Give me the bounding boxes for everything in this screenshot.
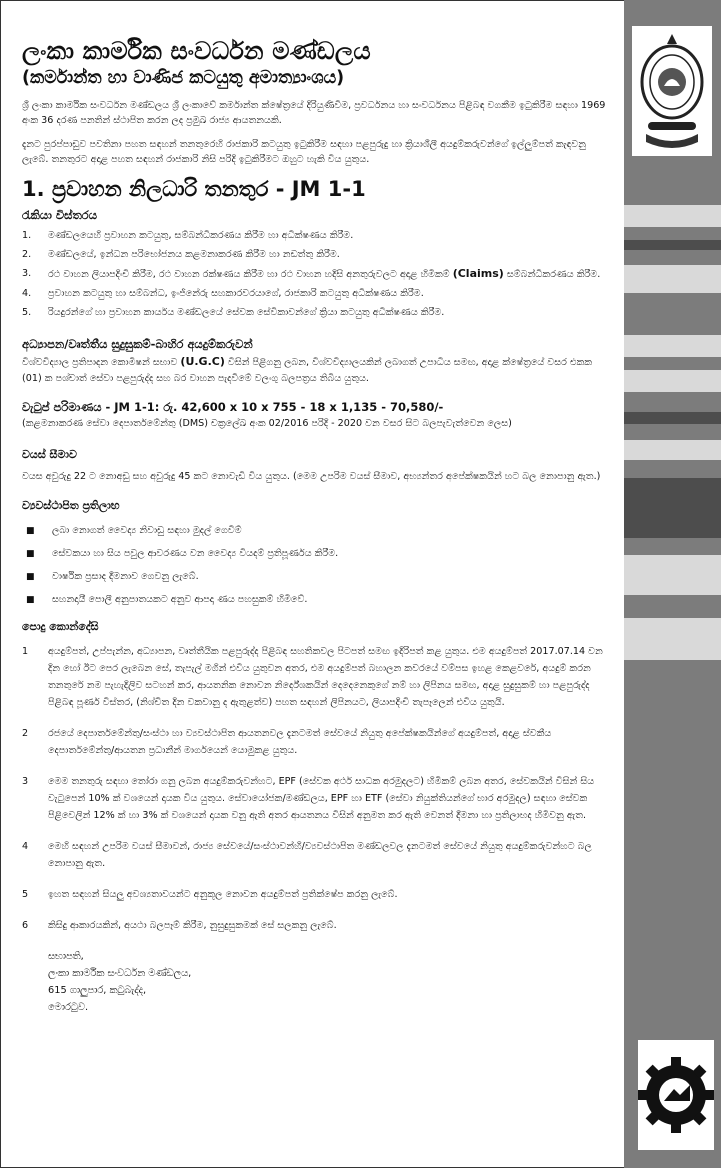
ministry-name: (කර්මාන්ත හා වාණිජ කටයුතු අමාත්‍යාංශය)	[22, 68, 345, 88]
item-number: 5.	[22, 307, 32, 318]
item-number: 4	[22, 841, 29, 852]
post-title: 1. ප්‍රවාහන නිලධාරි තනතුර - JM 1-1	[22, 177, 366, 201]
list-item	[22, 229, 610, 243]
list-item	[22, 917, 610, 934]
sidebar-band	[624, 478, 721, 538]
item-text-part: සම්බන්ධීකරණය කිරීම.	[503, 269, 601, 280]
benefits-list	[22, 524, 610, 607]
item-number: 4.	[22, 288, 32, 299]
signature-title: සභාපති,	[48, 951, 84, 962]
item-text: ප්‍රවාහන කටයුතු හා සම්බන්ධ, ඉංජිනේරු සහකාරවරයාගේ, රාජකාරි කටයුතු අධීක්ෂණය කිරීම.	[48, 288, 424, 299]
age-text: වයස අවුරුදු 22 ට නොඅඩු සහ අවුරුදු 45 කට නොවැඩි විය යුතුය. (මෙම උපරිම වයස් සීමාව, අභ්‍යන්තර අපේක්ෂකයින් හට බල නොපානු ඇත.)	[22, 471, 601, 482]
item-number: 5	[22, 889, 29, 900]
item-text: රජයේ දෙපාර්තමේන්තු/සංස්ථා හා ව්‍යවස්ථාපිත ආයතනවල දැනටමත් සේවයේ නියුතු අපේක්ෂකයින්ගේ අයදුම්පත්, අදාළ ස්වකීය දෙපාර්තමේන්තු/ආයතන ප්‍රධානීන් මාර්ගයෙන් යොමුකළ යුතුය.	[48, 728, 552, 756]
item-text: මෙම තනතුරු සඳහා තෝරා ගනු ලබන අයදුම්කරුවන්හට, EPF (සේවක අර්ථ සාධක අරමුදලට) හිමිකම් ලබන අතර, සේවකයින් විසින් සිය වැටුපෙන් 10% ක් වශයෙන් දායක විය යුතුය. සේවායෝජක/මණ්ඩලය, EPF හා ETF (සේවා නියුක්තියන්ගේ භාර අරමුදල) සඳහා සේවක පිළිවෙලින් 12% ක් හා 3% ක් වශයෙන් දායක වනු ඇති අතර ආයතනය විසින් අනුමත කර ඇති වෙනත් දීමනා හා ප්‍රතිලාභද හිමිවනු ඇත.	[48, 776, 595, 821]
sidebar-band	[624, 265, 721, 293]
signature-block	[48, 948, 610, 1016]
duties-list	[22, 229, 610, 320]
benefits-heading: ව්‍යවස්ථාපිත ප්‍රතිලාභ	[22, 499, 120, 512]
conditions-heading: පොදු කොන්දේසි	[22, 620, 99, 633]
ida-gear-logo-icon	[638, 1040, 714, 1150]
conditions-list	[22, 643, 610, 934]
item-number: 6	[22, 920, 29, 931]
item-number: 2.	[22, 249, 32, 260]
item-text: වාර්ෂික ප්‍රසාද දීමනාව ගෙවනු ලැබේ.	[52, 571, 199, 582]
list-item	[22, 306, 610, 320]
qual-text-part: විශ්වවිද්‍යාල ප්‍රතිපාදන කොමිෂන් සභාව	[22, 357, 181, 368]
signature-org: ලංකා කාර්මික සංවර්ධන මණ්ඩලය,	[48, 968, 192, 979]
sidebar-band	[624, 370, 721, 392]
signature-city: මොරටුව.	[48, 1002, 89, 1013]
list-item	[22, 524, 610, 538]
salary-scale: වැටුප් පරිමාණය - JM 1-1: රු. 42,600 x 10 x 755 - 18 x 1,135 - 70,580/-	[22, 400, 444, 414]
sidebar-band	[624, 412, 721, 424]
bullet-icon: ■	[26, 572, 35, 582]
list-item	[22, 547, 610, 561]
item-text-part: රථ වාහන ලියාපදිංචි කිරීම, රථ වාහන රක්ෂණය කිරීම හා රථ වාහන හදිසි අනතුරුවලට අදාළ හිමිකම්	[48, 269, 453, 280]
item-text: අයදුම්පත්, උප්පැන්න, අධ්‍යාපන, වෘත්තීයික පළපුරුද්ද පිළිබඳ සහතිකවල පිටපත් සමඟ ඉදිරිපත් කළ යුතුය. එම අයදුම්පත් 2017.07.14 වන දින හෝ ඊට පෙර ලැබෙන සේ, තැපැල් මගින් එවිය යුතුවන අතර, එම අයදුම්පත් බහාලන කවරයේ වම්පස ඉහළ කෙළවරේ, අයදුම් කරන තනතුරේ නම පැහැදිලිව සටහන් කර, ආයතනික නොවන නිර්දේශකයින් දෙදෙනෙකුගේ නම් හා ලිපිනය සමඟ, අදාළ සුදුසුකම් හා පළපුරුද්ද පිළිබඳ පූර්ණ විස්තර, (නිශ්චිත දින වකවානු ද ඇතුළත්ව) පහත සඳහන් ලිපිනයට, ලියාපදිංචි තැපෑලෙන් එවිය යුතුයි.	[48, 646, 603, 708]
item-text: සහනදායී පොලී අනුපාතයකට අනුව ආපදා ණය පහසුකම් හිමිවේ.	[52, 594, 308, 605]
sri-lanka-emblem-icon	[632, 26, 712, 156]
list-item	[22, 570, 610, 584]
bullet-icon: ■	[26, 549, 35, 559]
item-number: 1	[22, 646, 29, 657]
list-item	[22, 643, 610, 711]
salary-note: (කළමනාකරණ සේවා දෙපාර්තමේන්තු (DMS) චක්‍රලේඛ අංක 02/2016 පරිදි - 2020 වන වසර සිට බලපැවැත්වෙන ලෙස)	[22, 418, 512, 429]
sidebar-band	[624, 205, 721, 227]
advertisement-body	[22, 22, 610, 1016]
age-heading: වයස් සීමාව	[22, 448, 77, 461]
signature-address: 615 ගාලුපාර, කටුබැද්ද,	[48, 985, 147, 996]
intro-paragraph: ශ්‍රී ලංකා කාර්මික සංවර්ධන මණ්ඩලය ශ්‍රී ලංකාවේ කර්මාන්ත ක්ෂේත්‍රයේ දිරියුණිවීම, ප්‍රවර්ධනය හා සංවර්ධනය පිළිබඳ වගකීම ඉටුකිරීම සඳහා 1969 අංක 36 දරණ පනතින් ස්ථාපිත කරන ලද ප්‍රමුඛ රාජ්‍ය ආයතනයකි.	[22, 100, 606, 126]
list-item	[22, 725, 610, 759]
item-number: 3.	[22, 268, 32, 279]
item-text: කිසිදු ආකාරයකින්, අයථා බලපෑම් කිරීම, නුසුදුසුකමක් සේ සලකනු ලැබේ.	[48, 920, 337, 931]
bullet-icon: ■	[26, 595, 35, 605]
item-text: මෙහි සඳහන් උපරිම වයස් සීමාවන්, රාජ්‍ය සේවයේ/සංස්ථාවන්හි/ව්‍යවස්ථාපිත මණ්ඩලවල දැනටමත් සේවයේ නියුතු අයදුම්කරුවන්හට බල නොපානු ඇත.	[48, 841, 592, 869]
item-text: මණ්ඩලයෙහි ප්‍රවාහන කටයුතු, සම්බන්ධීකරණය කිරීම හා අධීක්ෂණය කිරීම.	[48, 230, 354, 241]
sidebar-band	[624, 335, 721, 357]
list-item	[22, 287, 610, 301]
item-number: 3	[22, 776, 29, 787]
list-item	[22, 593, 610, 607]
item-text: ඉහත සඳහන් සියලු අවශ්‍යතාවයන්ට අනුකූල නොවන අයදුම්පත් ප්‍රතික්ෂේප කරනු ලැබේ.	[48, 889, 398, 900]
item-text: රියදුරන්ගේ හා ප්‍රවාහන කාර්යය මණ්ඩලයේ සේවක සේවිකාවන්ගේ ක්‍රියා කටයුතු අධීක්ෂණය කිරීම.	[48, 307, 445, 318]
bullet-icon: ■	[26, 526, 35, 536]
sidebar-band	[624, 618, 721, 660]
ugc-term: (U.G.C)	[180, 355, 225, 368]
item-text	[48, 267, 610, 282]
item-text: සේවකයා හා සිය පවුල ආවරණය වන වෛද්‍ය වියදම් ප්‍රතිපූර්ණය කිරීම.	[52, 548, 339, 559]
organization-name: ලංකා කාර්මික සංවර්ධන මණ්ඩලය	[22, 37, 371, 65]
list-item	[22, 267, 610, 282]
item-number: 1.	[22, 230, 32, 241]
item-text: මණ්ඩලයේ, ඉන්ධන පරිභෝජනය කළමනාකරණ කිරීම හා නඩත්තු කිරීම.	[48, 249, 340, 260]
duties-heading: රැකියා විස්තරය	[22, 208, 97, 222]
intro-paragraph-2: දැනට පුරප්පාඩුව පවතිනා පහත සඳහන් තනතුරෙහි රාජකාරි කටයුතු ඉටුකිරීම සඳහා පළපුරුදු හා ක්‍රියාශීලී අයදුම්කරුවන්ගේ ඉල්ලුම්පත් කැඳවනු ලැබේ. තනතුරට අදාළ පහත සඳහන් රාජකාරි නිසි පරිදි ඉටුකිරීමට ඔහුට හැකි විය යුතුය.	[22, 139, 586, 165]
list-item	[22, 773, 610, 824]
item-number: 2	[22, 728, 29, 739]
sidebar-band	[624, 555, 721, 595]
qualification-heading: අධ්‍යාපන/වෘත්තීය සුදුසුකම්-බාහිර අයදුම්කරුවන්	[22, 337, 253, 351]
list-item	[22, 248, 610, 262]
sidebar-band	[624, 440, 721, 460]
qual-text-part: විසින් පිළිගනු ලබන, විශ්වවිද්‍යාලයකින් ලබාගත් උපාධිය සමඟ, අදාළ ක්ෂේත්‍රයේ වසර එකක (01) ක පශ්චාත් සේවා පළපුරුද්ද සහ බර වාහන පැදවීමේ වලංගු බලපත්‍රය තිබිය යුතුය.	[22, 357, 593, 384]
claims-term: (Claims)	[452, 267, 504, 280]
item-text: ලබා නොගත් වෛද්‍ය නිවාඩු සඳහා මුදල් ගෙවීම්	[52, 525, 242, 536]
list-item	[22, 886, 610, 903]
qualification-text	[22, 354, 610, 387]
list-item	[22, 838, 610, 872]
sidebar-band	[624, 240, 721, 250]
